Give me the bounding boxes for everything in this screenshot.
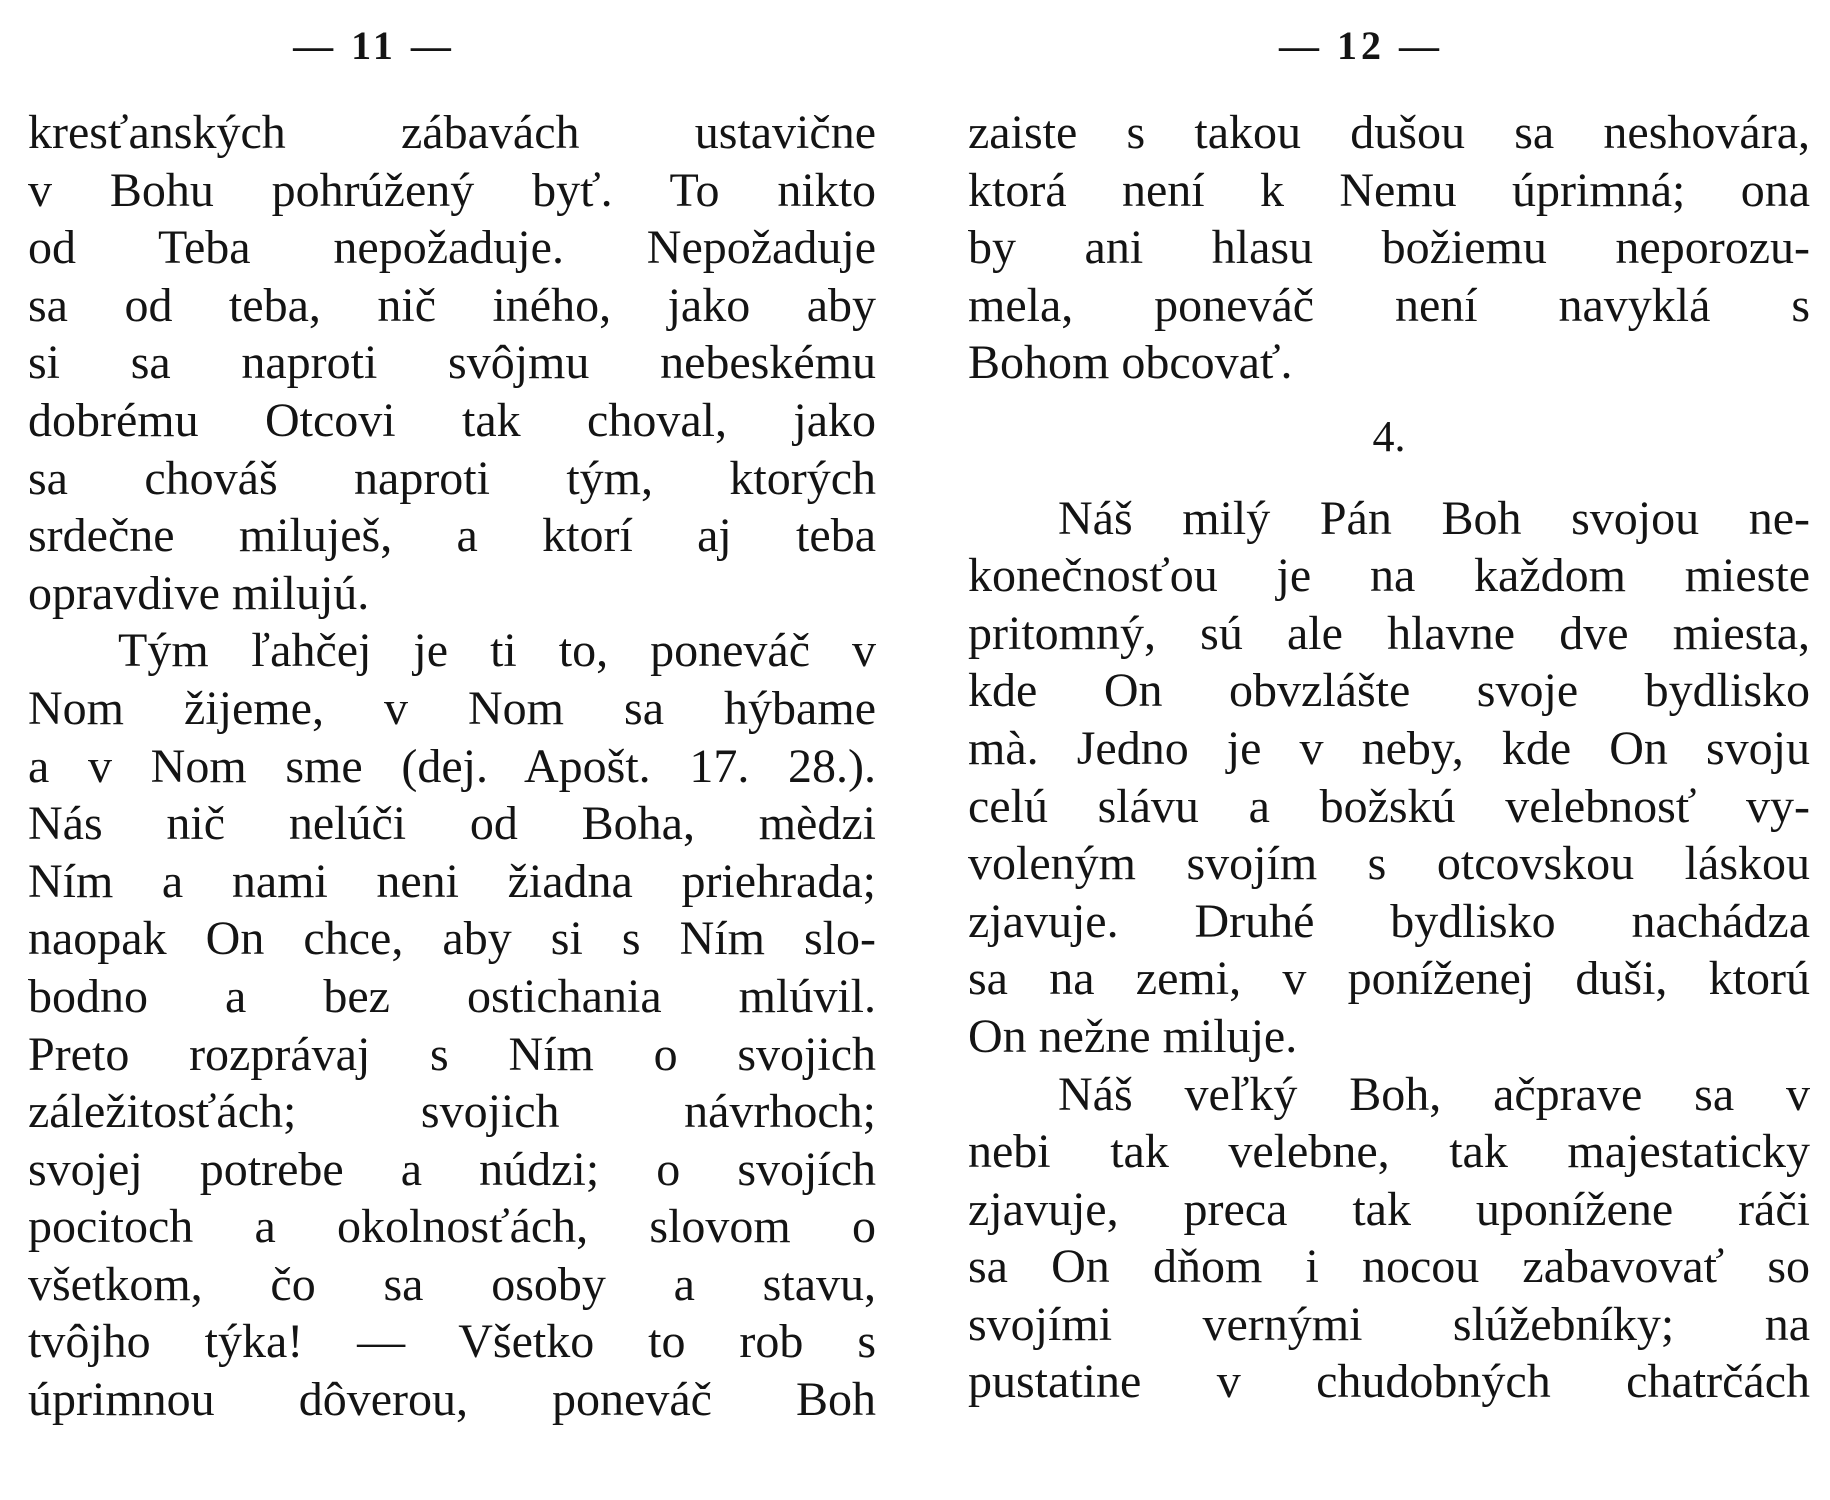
text-line: Nás nič nelúči od Boha, mèdzi bbox=[28, 797, 876, 851]
page-number: — 12 — bbox=[1279, 23, 1443, 68]
text-line: pritomný, sú ale hlavne dve miesta, bbox=[968, 606, 1810, 660]
text-line: kde On obvzlášte svoje bydlisko bbox=[968, 664, 1810, 718]
page-text bbox=[968, 104, 1810, 1411]
text-line: sa On dňom i nocou zabavovať so bbox=[968, 1240, 1810, 1294]
text-line: v Bohu pohrúžený byť. To nikto bbox=[28, 163, 876, 217]
text-line: od Teba nepožaduje. Nepožaduje bbox=[28, 221, 876, 275]
text-line: bodno a bez ostichania mlúvil. bbox=[28, 969, 876, 1023]
text-line: celú slávu a božskú velebnosť vy- bbox=[968, 779, 1810, 833]
text-line: zaiste s takou dušou sa neshovára, bbox=[968, 106, 1810, 159]
text-line: zjavuje. Druhé bydlisko nachádza bbox=[968, 894, 1810, 948]
text-line: naopak On chce, aby si s Ním slo- bbox=[28, 912, 876, 966]
text-line: opravdive milujú. bbox=[28, 566, 370, 620]
text-line: pustatine v chudobných chatrčách bbox=[968, 1355, 1810, 1409]
text-line: svojej potrebe a núdzi; o svojích bbox=[28, 1142, 876, 1196]
text-line: zjavuje, preca tak uponížene ráči bbox=[968, 1182, 1810, 1236]
right-page bbox=[968, 0, 1810, 1500]
text-line: všetkom, čo sa osoby a stavu, bbox=[28, 1257, 876, 1311]
text-line: mela, poneváč není navyklá s bbox=[968, 278, 1810, 332]
text-line: záležitosťách; svojich návrhoch; bbox=[28, 1085, 876, 1139]
text-line: ktorá není k Nemu úprimná; ona bbox=[968, 163, 1810, 217]
text-line: a v Nom sme (dej. Apošt. 17. 28.). bbox=[28, 739, 876, 793]
text-line: Nom žijeme, v Nom sa hýbame bbox=[28, 681, 876, 735]
text-line: dobrému Otcovi tak choval, jako bbox=[28, 393, 876, 447]
text-line: mà. Jedno je v neby, kde On svoju bbox=[968, 721, 1810, 775]
text-line: konečnosťou je na každom mieste bbox=[968, 549, 1810, 603]
page-number: — 11 — bbox=[293, 23, 455, 68]
text-line: kresťanských zábavách ustavične bbox=[28, 106, 876, 159]
text-line: srdečne miluješ, a ktorí aj teba bbox=[28, 509, 876, 563]
text-line: Bohom obcovať. bbox=[968, 336, 1293, 390]
text-line: sa od teba, nič iného, jako aby bbox=[28, 278, 876, 332]
text-line: si sa naproti svôjmu nebeskému bbox=[28, 336, 876, 390]
text-line: nebi tak velebne, tak majestaticky bbox=[968, 1125, 1810, 1179]
text-line: Ním a nami neni žiadna priehrada; bbox=[28, 854, 876, 908]
text-line: voleným svojím s otcovskou láskou bbox=[968, 837, 1810, 891]
text-line: by ani hlasu božiemu neporozu- bbox=[968, 221, 1810, 275]
text-line: sa chováš naproti tým, ktorých bbox=[28, 451, 876, 505]
paragraph-start-line: Tým ľahčej je ti to, poneváč v bbox=[118, 624, 876, 678]
text-line: pocitoch a okolnosťách, slovom o bbox=[28, 1200, 876, 1254]
section-number: 4. bbox=[1372, 411, 1406, 461]
text-line: Preto rozprávaj s Ním o svojich bbox=[28, 1027, 876, 1081]
text-line: úprimnou dôverou, poneváč Boh bbox=[28, 1373, 876, 1427]
page-text bbox=[28, 104, 876, 1429]
text-line: sa na zemi, v poníženej duši, ktorú bbox=[968, 952, 1810, 1006]
text-line: svojími vernými slúžebníky; na bbox=[968, 1297, 1810, 1351]
text-line: tvôjho týka! — Všetko to rob s bbox=[28, 1315, 876, 1369]
text-line: On nežne miluje. bbox=[968, 1009, 1298, 1063]
paragraph-start-line: Náš veľký Boh, ačprave sa v bbox=[1058, 1067, 1810, 1121]
left-page bbox=[28, 0, 876, 1500]
paragraph-start-line: Náš milý Pán Boh svojou ne- bbox=[1058, 491, 1810, 545]
